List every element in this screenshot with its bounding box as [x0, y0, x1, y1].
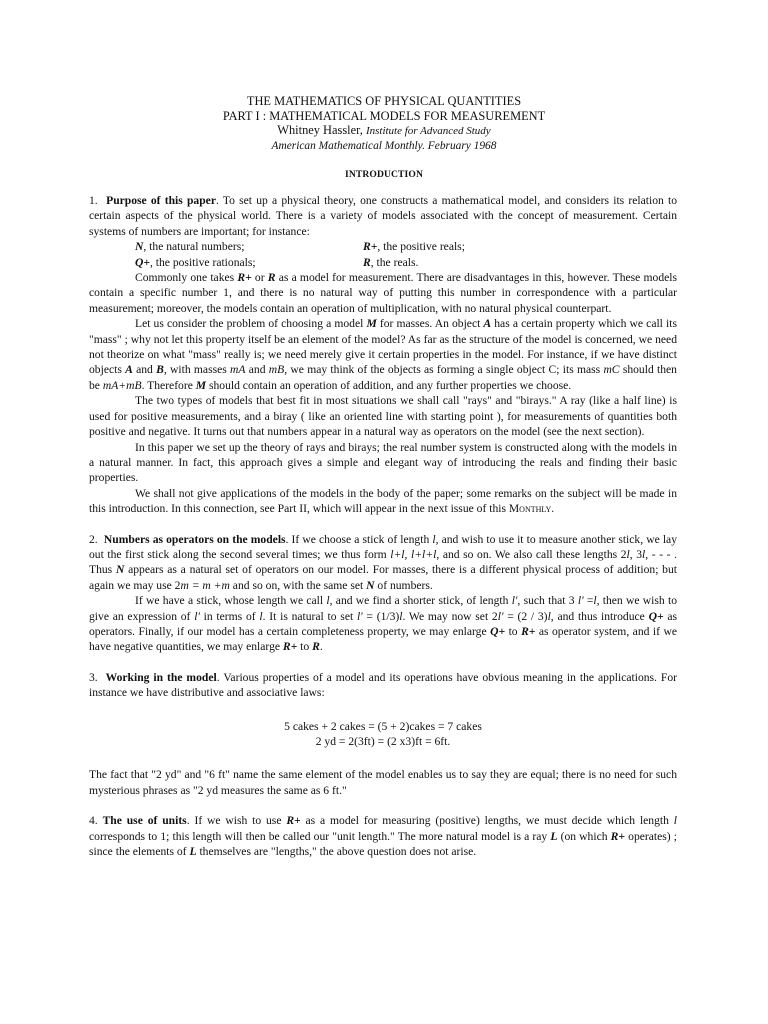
section-number: 4. — [89, 814, 98, 828]
mass-A: mA — [230, 363, 246, 377]
text: = (2 / 3) — [503, 609, 548, 623]
text: , with masses — [163, 363, 231, 377]
section-1-paragraph-3 — [89, 316, 677, 393]
symbol-Q-plus: Q+ — [135, 255, 150, 269]
text: , - - - . Thus — [89, 547, 678, 577]
section-spacer — [89, 798, 677, 813]
text: . — [319, 640, 323, 654]
text: as operators. Finally, if our model has a certain completeness property, we may enlarge — [89, 609, 677, 638]
symbol-N: N — [115, 563, 125, 577]
text: . It is natural to set — [262, 609, 357, 623]
var-l: l — [399, 609, 403, 623]
text: Let us consider the problem of choosing a model — [135, 317, 367, 331]
section-number: 2. — [89, 532, 98, 546]
var-m: m — [180, 578, 189, 592]
symbol-R: R — [267, 271, 276, 285]
symbol-R-plus: R+ — [286, 814, 301, 828]
symbol-B: B — [156, 363, 164, 377]
text: If we have a stick, whose length we call — [135, 594, 327, 608]
text: , such that 3 — [517, 594, 578, 608]
text: . If we wish to use — [186, 814, 287, 828]
journal-name: Monthly — [508, 502, 552, 516]
text: for masses. An object — [376, 317, 484, 331]
var-l-prime: l' — [577, 594, 584, 608]
text: (on which — [557, 829, 611, 843]
var-l: l — [673, 814, 678, 828]
title-line-2: PART I : MATHEMATICAL MODELS FOR MEASUREMENT — [222, 108, 546, 123]
text: . To set up a physical theory, one constructs a mathematical model, and considers its relation to certain aspects of the physical world. There is a variety of models associated with the concept of measurement. Certain systems of numbers are important; for instance: — [89, 194, 678, 238]
var-l: l — [432, 532, 436, 546]
section-4-paragraph-1 — [89, 813, 677, 859]
text: Commonly one takes — [135, 271, 238, 285]
section-2-paragraph-1 — [89, 532, 677, 594]
text: themselves are "lengths," the above question does not arise. — [196, 845, 477, 859]
text: = — [583, 594, 594, 608]
text: , and thus introduce — [550, 609, 649, 623]
author-line — [0, 123, 768, 139]
symbol-N: N — [366, 578, 375, 592]
symbol-M: M — [195, 378, 207, 392]
author-name: Whitney Hassler, — [277, 123, 363, 138]
text: = (1/3) — [362, 609, 400, 623]
symbol-R-plus: R+ — [610, 829, 626, 843]
section-1-paragraph-1 — [89, 193, 677, 239]
mass-C: mC — [603, 363, 620, 377]
paper-body — [89, 193, 677, 859]
symbol-R-plus: R+ — [237, 271, 252, 285]
text: . We may now set 2 — [402, 609, 498, 623]
symbol-L: L — [550, 829, 558, 843]
var-l: l — [326, 594, 330, 608]
section-3-paragraph-2: The fact that "2 yd" and "6 ft" name the same element of the model enables us to say they are equal; there is no need for such mysterious phrases as "2 yd measures the same as 6 ft." — [89, 768, 677, 797]
symbol-L: L — [189, 845, 197, 859]
equation-spacer — [89, 749, 677, 767]
section-3-paragraph-1 — [89, 670, 677, 701]
text: corresponds to 1; this length will then be called our "unit length." The more natural model is a ray — [89, 829, 551, 843]
text: and — [132, 363, 157, 377]
mass-B: mB — [268, 363, 285, 377]
text: as operator system, and if we have negative quantities, we may enlarge — [89, 624, 677, 654]
text: operates) ; since the elements of — [89, 829, 677, 859]
var-l: l — [642, 547, 646, 561]
text: . — [551, 502, 555, 516]
journal-line: American Mathematical Monthly. February 1968 — [271, 139, 497, 152]
symbol-A: A — [125, 363, 133, 377]
text: and so on, with the same set — [229, 578, 367, 592]
equation-spacer — [89, 701, 677, 719]
title-line-1: THE MATHEMATICS OF PHYSICAL QUANTITIES — [246, 94, 522, 108]
section-1-paragraph-5: In this paper we set up the theory of rays and birays; the real number system is constructed along with the models in a natural manner. In fact, this approach gives a simple and elegant way of introducing the reals and finding their basic properties. — [89, 440, 677, 485]
symbol-R-plus: R+ — [521, 624, 536, 638]
text: We shall not give applications of the models in the body of the paper; some remarks on the subject will be made in this introduction. In this connection, see Part II, which will appear in the next issue of this — [89, 486, 677, 516]
text: , then we wish to give an expression of — [89, 594, 677, 623]
symbol-R: R — [312, 640, 320, 654]
text: should contain an operation of addition, and any further properties we choose. — [206, 378, 572, 392]
text: , the natural numbers; — [143, 240, 245, 254]
number-systems-row-2 — [89, 255, 677, 270]
section-number: 3. — [89, 670, 98, 684]
text: has a certain property which we call its "mass" ; why not let this property itself be an element of the model? As far as the structure of the model is concerned, we need not theorize on what "mass" really is; we need merely give it certain properties in the model. For instance, if we have distinct objects — [89, 317, 677, 377]
var-l-prime: l' — [511, 594, 518, 608]
text: . If we choose a stick of length — [285, 532, 433, 546]
symbol-R-plus: R+ — [363, 240, 378, 254]
equation-cakes: 5 cakes + 2 cakes = (5 + 2)cakes = 7 cakes — [284, 719, 482, 733]
equation: = m +m — [188, 578, 230, 592]
text: in terms of — [199, 609, 260, 623]
text: appears as a natural set of operators on our model. For masses, there is a different physical process of addition; but again we may use 2 — [89, 563, 677, 592]
text: . Therefore — [141, 378, 196, 392]
institution: Institute for Advanced Study — [365, 125, 491, 138]
text: to — [505, 624, 522, 638]
section-number: 1. — [89, 194, 98, 207]
mass-sum: mA+mB — [102, 378, 142, 392]
number-systems-row-1 — [89, 239, 677, 254]
var-l-prime: l' — [497, 609, 504, 623]
var-l: l — [593, 594, 597, 608]
section-4-title: The use of units — [102, 814, 187, 828]
sums: l+l, l+l+l — [390, 547, 437, 561]
text: as a model for measurement. There are disadvantages in this, however. These models contain a specific number 1, and there is no natural way of putting this number in correspondence with a particular measurement; moreover, the models contain an operation of multiplication, with no natural physical counterpart. — [89, 271, 677, 315]
text: of numbers. — [374, 578, 433, 592]
symbol-R: R — [363, 255, 371, 269]
section-2-title: Numbers as operators on the models — [103, 532, 286, 546]
symbol-A: A — [483, 317, 492, 331]
section-spacer — [89, 517, 677, 532]
section-1-paragraph-6 — [89, 486, 677, 517]
symbol-M: M — [366, 317, 377, 331]
text: , 3 — [629, 547, 643, 561]
text: , and we find a shorter stick, of length — [329, 594, 512, 608]
text: as a model for measuring (positive) lengths, we must decide which length — [300, 814, 674, 828]
text: , the positive reals; — [377, 240, 465, 254]
var-l: l — [259, 609, 263, 623]
symbol-Q-plus: Q+ — [490, 624, 506, 638]
text: to — [297, 640, 313, 654]
section-2-paragraph-2 — [89, 593, 677, 655]
equation-yards: 2 yd = 2(3ft) = (2 x3)ft = 6ft. — [315, 735, 451, 748]
var-l-prime: l' — [356, 609, 363, 623]
text: , the reals. — [370, 255, 419, 269]
symbol-N: N — [135, 240, 144, 254]
var-l-prime: l' — [194, 609, 200, 623]
var-l: l — [547, 609, 551, 623]
paper-header — [0, 94, 768, 154]
text: and — [245, 363, 269, 377]
text: , and so on. We also call these lengths 2 — [436, 547, 627, 561]
var-l: l — [626, 547, 630, 561]
symbol-Q-plus: Q+ — [648, 609, 664, 623]
section-1-paragraph-4: The two types of models that best fit in most situations we shall call "rays" and "birays." A ray (like a half line) is used for positive measurements, and a biray ( like an oriented line with starting point ), for measurements of quantities both positive and negative. It turns out that numbers appear in a natural way as operators on the model (see the next section). — [89, 394, 677, 439]
text: or — [251, 271, 268, 285]
text: should then be — [89, 363, 677, 392]
symbol-R-plus: R+ — [282, 640, 298, 654]
section-1-paragraph-2 — [89, 270, 677, 316]
text: . Various properties of a model and its operations have obvious meaning in the applications. For instance we have distributive and associative laws: — [89, 670, 678, 700]
section-3-title: Working in the model — [105, 670, 217, 684]
section-spacer — [89, 655, 677, 670]
text: , the positive rationals; — [149, 255, 256, 269]
section-1-title: Purpose of this paper — [106, 194, 216, 207]
text: , we may think of the objects as forming a single object C; its mass — [284, 363, 604, 377]
section-heading-introduction: INTRODUCTION — [345, 169, 423, 180]
text: , and wish to use it to measure another stick, we lay out the first stick along the second several times; we thus form — [89, 532, 677, 561]
